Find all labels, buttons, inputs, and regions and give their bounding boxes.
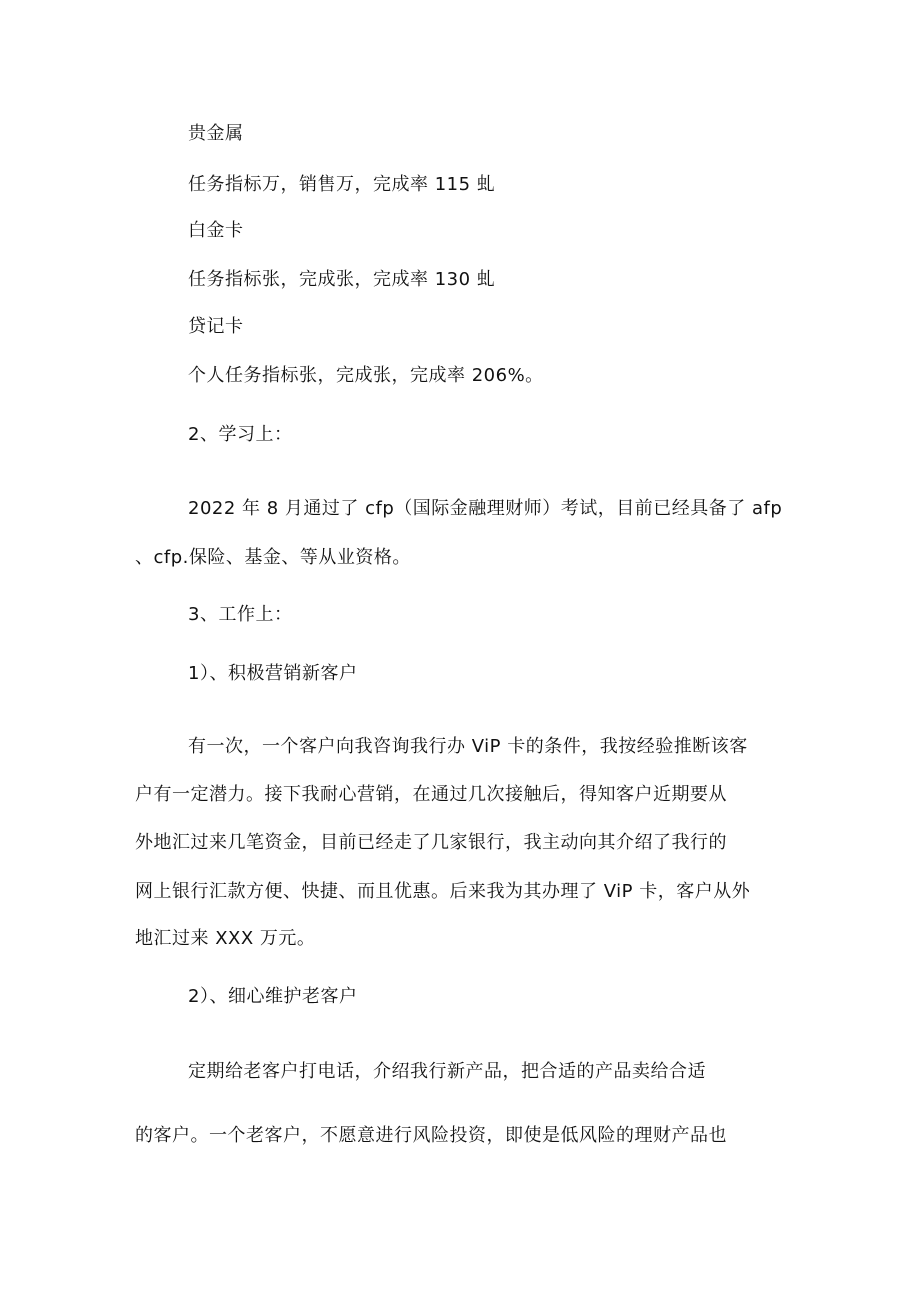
text-line: 贷记卡 <box>188 316 244 337</box>
subsection-heading: 2）、细心维护老客户 <box>188 986 358 1007</box>
text-line: 户有一定潜力。接下我耐心营销，在通过几次接触后，得知客户近期要从 <box>135 784 727 805</box>
text-line: 网上银行汇款方便、快捷、而且优惠。后来我为其办理了 ViP 卡，客户从外 <box>135 881 751 902</box>
text-line: 任务指标万，销售万，完成率 115 虬 <box>188 174 496 195</box>
text-line: 任务指标张，完成张，完成率 130 虬 <box>188 269 496 290</box>
text-line: 定期给老客户打电话，介绍我行新产品，把合适的产品卖给合适 <box>188 1061 706 1082</box>
text-line: 、cfp.保险、基金、等从业资格。 <box>135 547 411 568</box>
text-line: 有一次，一个客户向我咨询我行办 ViP 卡的条件，我按经验推断该客 <box>188 736 748 757</box>
text-line: 的客户。一个老客户，不愿意进行风险投资，即使是低风险的理财产品也 <box>135 1125 727 1146</box>
text-line: 外地汇过来几笔资金，目前已经走了几家银行，我主动向其介绍了我行的 <box>135 832 727 853</box>
text-line: 2022 年 8 月通过了 cfp（国际金融理财师）考试，目前已经具备了 afp <box>188 498 783 519</box>
text-line: 白金卡 <box>188 220 244 241</box>
text-line: 地汇过来 XXX 万元。 <box>135 928 316 949</box>
subsection-heading: 1）、积极营销新客户 <box>188 663 358 684</box>
section-heading: 3、工作上： <box>188 604 293 625</box>
section-heading: 2、学习上： <box>188 424 293 445</box>
text-line: 个人任务指标张，完成张，完成率 206%。 <box>188 365 544 386</box>
text-line: 贵金属 <box>188 123 244 144</box>
